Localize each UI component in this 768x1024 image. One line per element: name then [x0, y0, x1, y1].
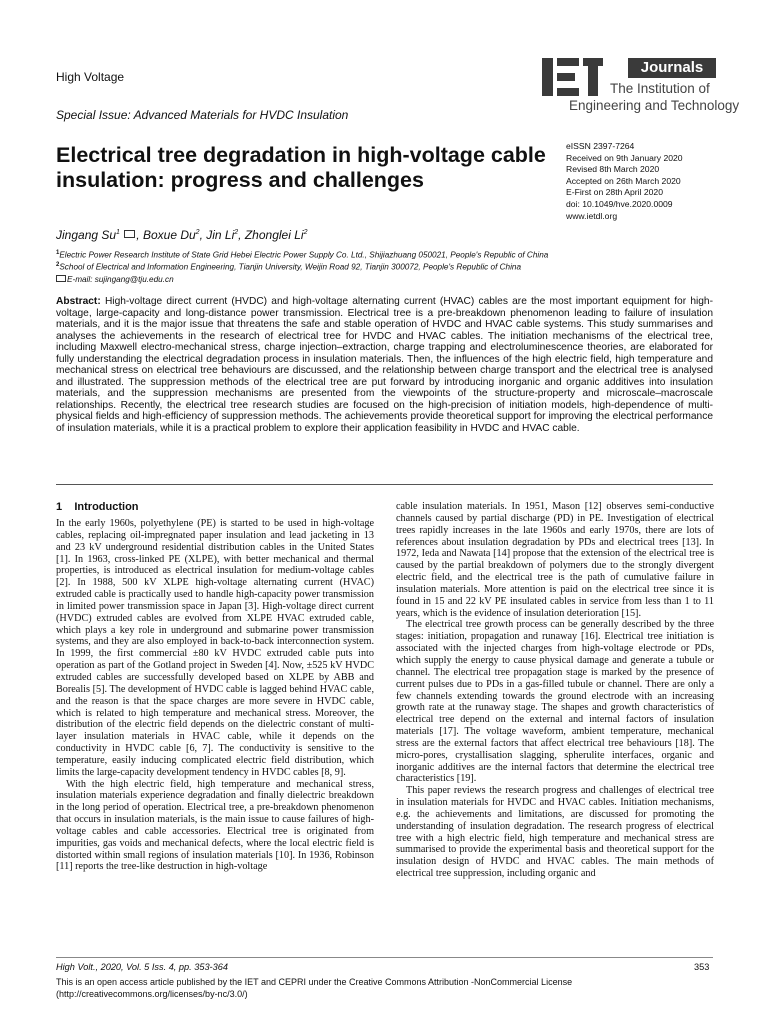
- journal-name: High Voltage: [56, 70, 125, 84]
- affiliation: [56, 262, 521, 272]
- abstract-text: High-voltage direct current (HVDC) and high-voltage alternating current (HVAC) cables are the most important equipment for high-voltage, large-capacity and long-distance power transmission. Electrical tree is a pre-breakdown phenomenon leading to failure of insulation materials, and it is the major issue that threatens the safe and stable operation of HVDC and HVAC cable systems. This study summarises and analyses the achievements in the research of electrical tree for HVDC and HVAC cables. The initiation mechanisms of the electrical tree, including Maxwell electro-mechanical stress, charge injection–extraction, charge trapping and electroluminescence theories, are elaborated for fully understanding the electrical degradation process in insulation materials. Then, the influences of the high electric field, high temperature and mechanical stress on electrical tree behaviours are discussed, and the relationship between charge transport and the electrical tree is analysed and illustrated. The suppression methods of the electrical tree are put forward by introducing inorganic and organic additives into insulation materials, and the suppression mechanisms are presented from the viewpoints of the structure-property and microscale–macroscale relationships. Recently, the electrical tree research studies are focused on the high-precision of initiation models, high-dependence of multi-physical fields and high-efficiency of suppression methods. The achievements provide theoretical support for improving the electrical performance of insulation materials, while it is a practical problem to explore their application feasibility in HVDC and HVAC cable.: [56, 296, 713, 435]
- email-line: [56, 275, 174, 284]
- doi-link[interactable]: doi: 10.1049/hve.2020.0009: [566, 198, 673, 209]
- paragraph: In the early 1960s, polyethylene (PE) is started to be used in high-voltage cables, replacing oil-impregnated paper insulation and lead jacketing in 13 and 23 kV underground residential distribution cables in the United States [1]. In 1963, cross-linked PE (XLPE), with better mechanical and thermal properties, is introduced as electrical insulation for medium-voltage cables [2]. In 1988, 500 kV XLPE high-voltage alternating current (HVAC) extruded cable is practically used to handle high-capacity power transmission in limited power transmission space in Japan [3]. High-voltage direct current (HVDC) extruded cables are evolved from XLPE HVAC extruded cable, which plays a key role in underground and submarine power transmission systems, and they are also employed in back-to-back interconnection system. In 1999, the first commercial ±80 kV HVDC extruded cable puts into operation as part of the Gotland project in Sweden [4]. Now, ±525 kV HVDC extruded cables are successfully developed based on XLPE by ABB and Borealis [5]. The development of HVDC cable is lagged behind HVAC cable, and the reason is that the space charges are more severe in HVDC cable, which is related to high temperature and mechanical stress. Moreover, the distribution of the electric field depends on the dielectric constant of multi-layer insulation materials in HVAC cable, while it depends on the conductivity in HVDC cable [6, 7]. The conductivity is sensitive to the temperature, easily inducing complicated electric field distribution, which limits the large-capacity development tendency in HVDC cables [8, 9].: [56, 518, 374, 778]
- section-divider: [56, 484, 713, 485]
- abstract-label: Abstract:: [56, 296, 101, 307]
- revised-date: Revised 8th March 2020: [566, 164, 660, 175]
- paragraph: The electrical tree growth process can be generally described by the three stages: initiation, propagation and runaway [16]. Electrical tree initiation is associated with the injected charges from high-voltage electrode or PDs, which supply the energy to cause physical damage and generate a tubule or channel. The electrical tree propagation stage is marked by the presence of current pulses due to PDs in a gas-filled tubule or channel. There are only a few channels extending towards the ground electrode with an increasing growth rate at the runaway stage. The shapes and growth characteristics of electrical tree depend on the external and internal factors of insulation materials [17]. The voltage waveform, ambient temperature, mechanical stress are the external factors that affect electrical tree behaviours [18]. The micro-pores, crystallisation slagging, spherulite interfaces, organic and inorganic additives are the internal factors that determine the electrical tree characteristics [19].: [396, 619, 714, 785]
- efirst-date: E-First on 28th April 2020: [566, 187, 663, 198]
- author-name: Zhonglei Li: [244, 228, 304, 242]
- author-affil-sup: 1: [116, 229, 120, 236]
- abstract: [56, 296, 713, 435]
- affiliation-number: 1: [56, 250, 60, 256]
- section-heading: [56, 501, 139, 513]
- author-affil-sup: 2: [195, 229, 200, 236]
- affiliation-text: School of Electrical and Information Engineering, Tianjin University, Weijin Road 92, Tianjin 300072, People's Republic of China: [59, 262, 522, 272]
- author-list: Jingang Su$^1$ , Boxue Du$^2$, Jin Li$^2$, Zhonglei Li$^2$: [56, 228, 308, 242]
- left-column: [56, 518, 374, 873]
- iet-journals-logo[interactable]: [542, 58, 740, 120]
- affiliation: [56, 250, 548, 260]
- right-column: [396, 501, 714, 880]
- accepted-date: Accepted on 26th March 2020: [566, 175, 681, 186]
- received-date: Received on 9th January 2020: [566, 152, 683, 163]
- author-name: Boxue Du: [142, 228, 196, 242]
- license-text: This is an open access article published by the IET and CEPRI under the Creative Commons Attribution -NonCommercial License: [56, 977, 573, 987]
- license-notice: [56, 976, 716, 1000]
- paragraph: cable insulation materials. In 1951, Mason [12] observes semi-conductive channels caused by partial discharge (PD) in PE. Investigation of electrical trees rapidly increases in the late 1960s and early 1970s, there are lots of references about insulation degradation by PDs and electrical trees [13]. In 1972, Ieda and Nawata [14] propose that the extension of the electrical tree is caused by the partial breakdown of polymers due to the strongly divergent electric field, and the electrical tree is the path of cumulative failure in insulation materials. More attention is paid on the electrical tree since it is found in 15 and 22 kV PE insulated cables in service from less than 1 to 11 years, which is the evidence of insulation deterioration [15].: [396, 501, 714, 619]
- journals-badge: Journals: [628, 58, 716, 78]
- paragraph: With the high electric field, high temperature and mechanical stress, insulation materials experience degradation and finally dielectric breakdown in the long period of operation. Electrical tree, a pre-breakdown phenomenon that occurs in insulation materials, is the main issue to cause failures of high-voltage cables and cable accessories. Electrical tree is originated from impurities, gas voids and mechanical defects, where the local electric field is distorted within small regions of insulation materials [10]. In 1936, Robinson [11] reports the tree-like destruction in high-voltage: [56, 778, 374, 873]
- page-number: 353: [694, 962, 710, 972]
- email-address[interactable]: E-mail: sujingang@tju.edu.cn: [67, 275, 174, 284]
- envelope-icon: [56, 275, 66, 282]
- author-name: Jin Li: [206, 228, 235, 242]
- institution-name-line1: The Institution of: [610, 81, 710, 96]
- author-affil-sup: 2: [303, 229, 308, 236]
- affiliation-text: Electric Power Research Institute of State Grid Hebei Electric Power Supply Co. Ltd., Shijiazhuang 050021, People's Republic of China: [59, 250, 549, 260]
- paper-title: Electrical tree degradation in high-voltage cable insulation: progress and challenges: [56, 143, 546, 192]
- affiliation-number: 2: [56, 262, 60, 268]
- footer-divider: [56, 957, 713, 958]
- publication-info: [566, 141, 683, 222]
- author-affil-sup: 2: [234, 229, 239, 236]
- eissn: eISSN 2397-7264: [566, 141, 635, 151]
- iet-logo-mark: [542, 58, 602, 96]
- ietdl-link[interactable]: www.ietdl.org: [566, 210, 618, 221]
- special-issue-label: Special Issue: Advanced Materials for HVDC Insulation: [56, 108, 349, 122]
- section-number: 1: [56, 501, 63, 513]
- paragraph: This paper reviews the research progress and challenges of electrical tree in insulation materials for HVDC and HVAC cables. Initiation mechanisms, e.g. the achievements and limitations, are discussed for promoting the understanding of insulation degradation. The research progress of electrical tree with a high electric field, high temperature and mechanical stress are summarised to provide the experimental basis and theoretical support for the insulation design of HVDC and HVAC cables. The main methods of electrical tree suppression, including organic and: [396, 785, 714, 880]
- institution-name-line2: Engineering and Technology: [569, 98, 740, 113]
- license-link[interactable]: (http://creativecommons.org/licenses/by-nc/3.0/): [56, 989, 248, 999]
- envelope-icon[interactable]: [124, 230, 135, 238]
- footer-citation: High Volt., 2020, Vol. 5 Iss. 4, pp. 353-364: [56, 962, 228, 972]
- section-title: Introduction: [74, 501, 139, 513]
- author-name: Jingang Su: [56, 228, 117, 242]
